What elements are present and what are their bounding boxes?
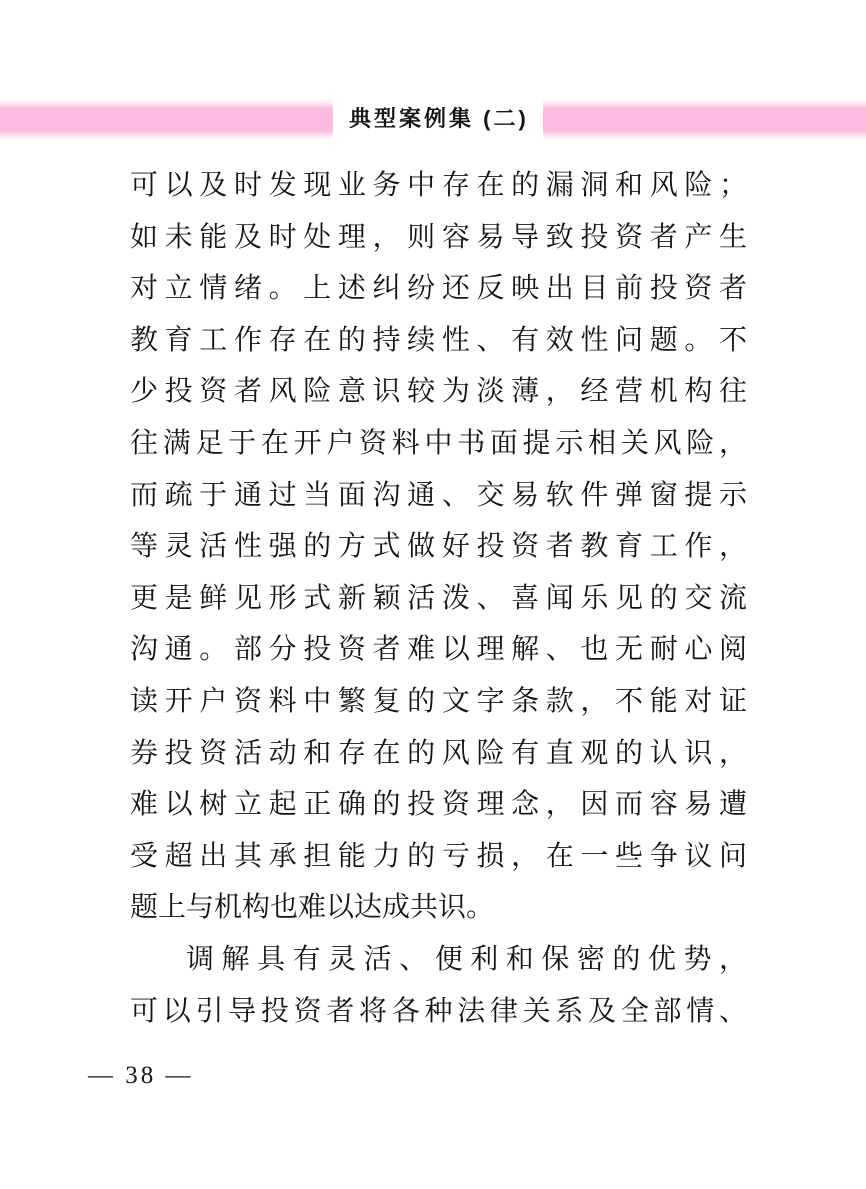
header-bar-left — [0, 98, 333, 140]
text-line: 而疏于通过当面沟通、交易软件弹窗提示 — [130, 479, 747, 511]
text-line: 难以树立起正确的投资理念，因而容易遭 — [130, 789, 747, 821]
page-number: — 38 — — [88, 1062, 194, 1089]
running-head-title: 典型案例集 (二) — [349, 106, 529, 131]
text-line paragraph-start: 调解具有灵活、便利和保密的优势， — [186, 943, 747, 975]
text-line: 读开户资料中繁复的文字条款，不能对证 — [130, 685, 747, 717]
text-line: 等灵活性强的方式做好投资者教育工作， — [130, 531, 747, 563]
text-line: 更是鲜见形式新颖活泼、喜闻乐见的交流 — [130, 582, 747, 614]
text-line: 券投资活动和存在的风险有直观的认识， — [130, 737, 747, 769]
text-line: 如未能及时处理，则容易导致投资者产生 — [130, 221, 747, 253]
text-line: 对立情绪。上述纠纷还反映出目前投资者 — [130, 273, 747, 305]
text-line: 可以及时发现业务中存在的漏洞和风险； — [130, 170, 747, 201]
text-line: 教育工作存在的持续性、有效性问题。不 — [130, 324, 747, 356]
text-line: 题上与机构也难以达成共识。 — [130, 892, 495, 924]
text-line: 少投资者风险意识较为淡薄，经营机构往 — [130, 376, 747, 408]
text-line: 沟通。部分投资者难以理解、也无耐心阅 — [130, 634, 747, 666]
text-line: 往满足于在开户资料中书面提示相关风险， — [130, 427, 747, 459]
text-line: 可以引导投资者将各种法律关系及全部情、 — [130, 995, 747, 1027]
running-head — [0, 98, 866, 140]
text-line: 受超出其承担能力的亏损，在一些争议问 — [130, 840, 747, 872]
body-text — [130, 160, 747, 1037]
header-bar-right — [543, 98, 866, 140]
